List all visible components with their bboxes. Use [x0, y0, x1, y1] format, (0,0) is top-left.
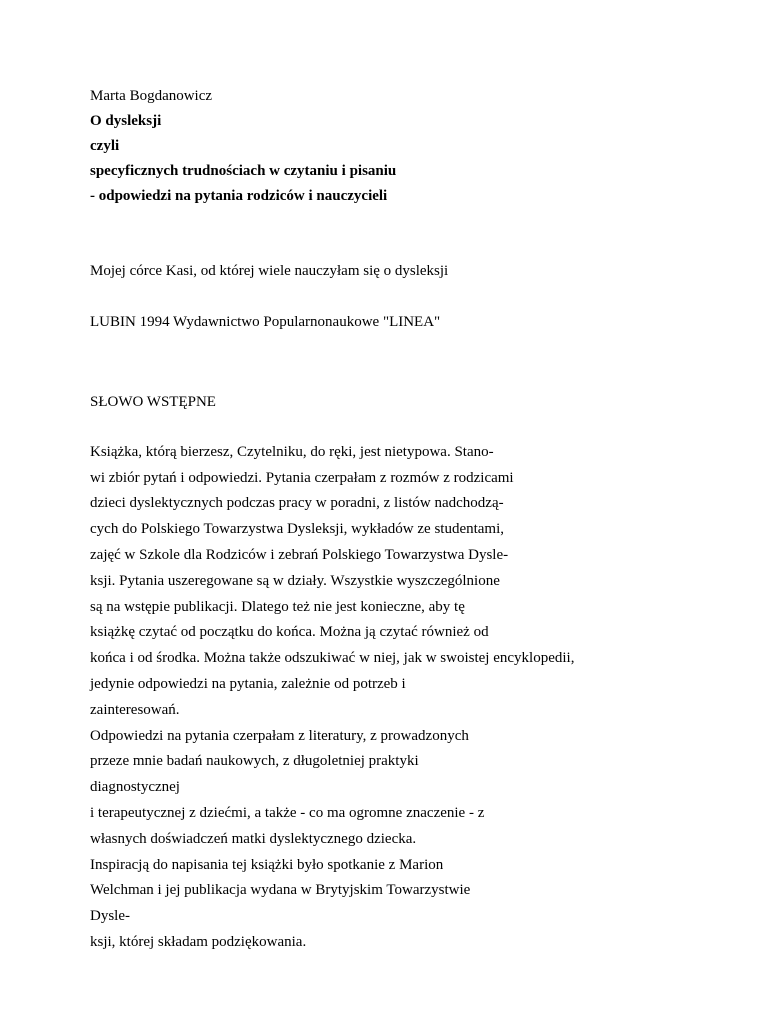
body-line: Inspiracją do napisania tej książki było spotkanie z Marion — [90, 856, 444, 873]
body-line: wi zbiór pytań i odpowiedzi. Pytania czerpałam z rozmów z rodzicami — [90, 469, 514, 486]
book-title-line-2: czyli — [90, 138, 120, 155]
body-line: Dysle- — [90, 908, 130, 925]
body-line: cych do Polskiego Towarzystwa Dysleksji, wykładów ze studentami, — [90, 521, 505, 538]
body-line: zajęć w Szkole dla Rodziców i zebrań Polskiego Towarzystwa Dysle- — [90, 546, 509, 563]
document-page — [90, 84, 730, 956]
body-line: Welchman i jej publikacja wydana w Brytyjskim Towarzystwie — [90, 882, 471, 899]
body-line: Odpowiedzi na pytania czerpałam z literatury, z prowadzonych — [90, 727, 469, 744]
body-line: Książka, którą bierzesz, Czytelniku, do ręki, jest nietypowa. Stano- — [90, 443, 494, 460]
book-title-line-3: specyficznych trudnościach w czytaniu i pisaniu — [90, 163, 397, 180]
author-name: Marta Bogdanowicz — [90, 88, 213, 104]
body-line: zainteresowań. — [90, 701, 180, 718]
body-line: diagnostycznej — [90, 779, 180, 796]
book-title-line-1: O dysleksji — [90, 113, 162, 130]
body-line: własnych doświadczeń matki dyslektycznego dziecka. — [90, 830, 417, 847]
spacer — [90, 285, 730, 310]
body-line: jedynie odpowiedzi na pytania, zależnie od potrzeb i — [90, 675, 406, 692]
publisher-info: LUBIN 1994 Wydawnictwo Popularnonaukowe "LINEA" — [90, 313, 441, 330]
body-line: końca i od środka. Można także odszukiwać w niej, jak w swoistej encyklopedii, — [90, 650, 575, 667]
body-line: przeze mnie badań naukowych, z długoletniej praktyki — [90, 753, 419, 770]
body-line: są na wstępie publikacji. Dlatego też nie jest konieczne, aby tę — [90, 598, 465, 615]
spacer — [90, 415, 730, 440]
body-text — [90, 440, 730, 956]
section-heading: SŁOWO WSTĘPNE — [90, 393, 216, 410]
spacer — [90, 335, 730, 390]
body-line: książkę czytać od początku do końca. Można ją czytać również od — [90, 624, 489, 641]
body-line: dzieci dyslektycznych podczas pracy w poradni, z listów nadchodzą- — [90, 495, 504, 512]
spacer — [90, 209, 730, 259]
body-line: ksji, której składam podziękowania. — [90, 933, 307, 950]
dedication: Mojej córce Kasi, od której wiele nauczyłam się o dysleksji — [90, 263, 449, 280]
body-line: ksji. Pytania uszeregowane są w działy. Wszystkie wyszczególnione — [90, 572, 500, 589]
body-line: i terapeutycznej z dziećmi, a także - co ma ogromne znaczenie - z — [90, 804, 485, 821]
book-title-line-4: - odpowiedzi na pytania rodziców i nauczycieli — [90, 188, 388, 205]
